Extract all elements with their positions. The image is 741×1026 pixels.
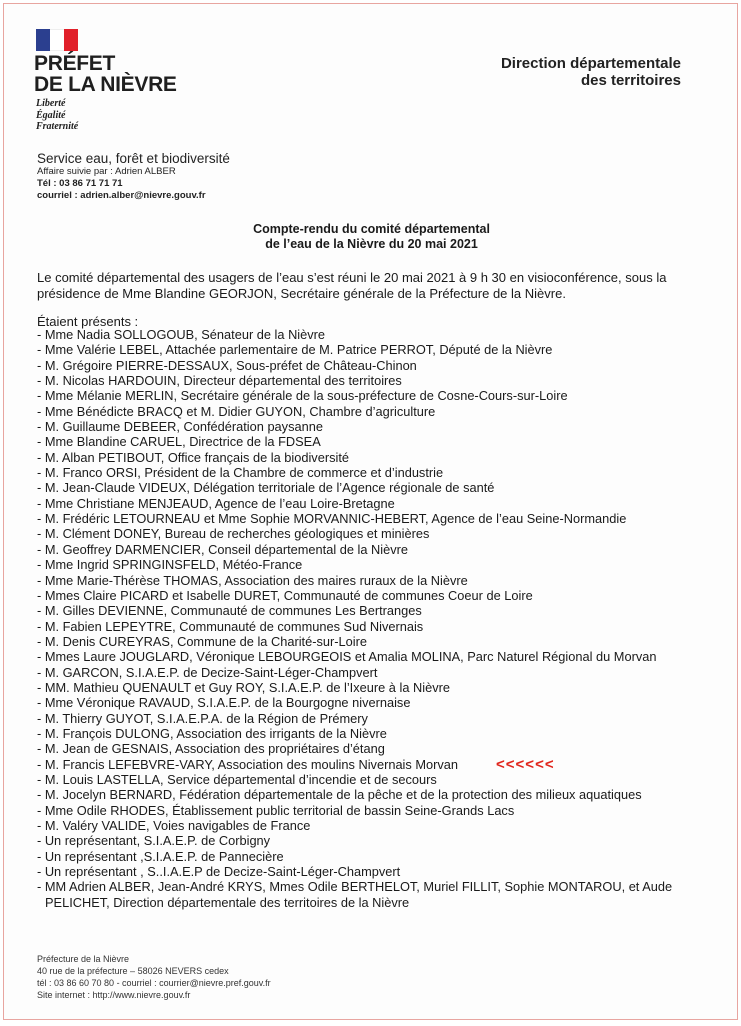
attendee-item: - Mmes Claire PICARD et Isabelle DURET, Communauté de communes Coeur de Loire (37, 587, 533, 603)
attendee-item: - Un représentant, S.I.A.E.P. de Corbigny (37, 833, 271, 849)
attendee-item: - M. Jean de GESNAIS, Association des propriétaires d’étang (37, 741, 385, 757)
flag-red (64, 29, 78, 51)
attendee-item: - M. Fabien LEPEYTRE, Communauté de communes Sud Nivernais (37, 618, 424, 634)
report-title-line2: de l’eau de la Nièvre du 20 mai 2021 (265, 237, 478, 251)
contact-email (37, 190, 230, 202)
attendee-item: - M. Valéry VALIDE, Voies navigables de France (37, 818, 311, 833)
prefet-block (34, 53, 177, 95)
attendee-item: - Un représentant , S..I.A.E.P de Decize-Saint-Léger-Champvert (37, 864, 401, 880)
contact-tel (37, 178, 230, 190)
attendee-item: - M. Guillaume DEBEER, Confédération paysanne (37, 419, 323, 435)
marianne-flag-logo (36, 29, 78, 51)
republic-motto (36, 98, 78, 133)
service-title: Service eau, forêt et biodiversité (37, 151, 230, 166)
attendee-item: - MM. Mathieu QUENAULT et Guy ROY, S.I.A.E.P. de l’Ixeure à la Nièvre (37, 679, 450, 695)
attendee-item: - M. Nicolas HARDOUIN, Directeur départemental des territoires (37, 373, 402, 389)
attendee-item: - Mme Mélanie MERLIN, Secrétaire générale de la sous-préfecture de Cosne-Cours-sur-Loire (37, 388, 568, 404)
attendee-list (37, 327, 717, 910)
attendee-text: - M. Francis LEFEBVRE-VARY, Association des moulins Nivernais Morvan (37, 756, 459, 772)
attendee-item: - M. Geoffrey DARMENCIER, Conseil départemental de la Nièvre (37, 541, 409, 557)
contact-email-value: courriel : adrien.alber@nievre.gouv.fr (37, 190, 206, 201)
flag-blue (36, 29, 50, 51)
prefet-line2: DE LA NIÈVRE (34, 73, 177, 96)
attendee-item: - M. Alban PETIBOUT, Office français de la biodiversité (37, 449, 349, 465)
footer (37, 953, 271, 1001)
motto-egalite: Égalité (36, 109, 66, 121)
footer-line3: tél : 03 86 60 70 80 - courriel : courrier@nievre.pref.gouv.fr (37, 978, 271, 988)
attendee-item: - MM Adrien ALBER, Jean-André KRYS, Mmes Odile BERTHELOT, Muriel FILLIT, Sophie MONTAROU, et Aude PELICHET, Direction départementale des territoires de la Nièvre (37, 879, 673, 910)
direction-line2: des territoires (580, 72, 681, 89)
attendee-item: - M. Denis CUREYRAS, Commune de la Charité-sur-Loire (37, 633, 367, 649)
red-arrow-marker: <<<<<< (496, 755, 555, 773)
footer-line1: Préfecture de la Nièvre (37, 954, 130, 964)
flag-white (50, 29, 64, 51)
attendee-item: - M. Jocelyn BERNARD, Fédération départementale de la pêche et de la protection des milieux aquatiques (37, 787, 642, 803)
report-title-line1: Compte-rendu du comité départemental (253, 222, 490, 236)
contact-tel-value: Tél : 03 86 71 71 71 (37, 178, 123, 189)
service-block (37, 151, 230, 202)
prefet-line1: PRÉFET (34, 52, 116, 75)
attendee-item: - M. Thierry GUYOT, S.I.A.E.P.A. de la Région de Prémery (37, 710, 368, 726)
intro-paragraph: Le comité départemental des usagers de l’eau s’est réuni le 20 mai 2021 à 9 h 30 en visioconférence, sous la présidence de Mme Blandine GEORJON, Secrétaire générale de la Préfecture de la Nièvre. (37, 270, 667, 301)
attendee-item: - Un représentant ,S.I.A.E.P. de Pannecière (37, 848, 284, 864)
footer-line4: Site internet : http://www.nievre.gouv.fr (37, 990, 191, 1000)
attendee-item: - M. GARCON, S.I.A.E.P. de Decize-Saint-Léger-Champvert (37, 664, 378, 680)
attendee-item-highlighted (37, 757, 717, 772)
present-label: Étaient présents : (37, 314, 139, 329)
attendee-item: - Mme Blandine CARUEL, Directrice de la FDSEA (37, 434, 321, 450)
attendee-item: - M. Grégoire PIERRE-DESSAUX, Sous-préfet de Château-Chinon (37, 357, 417, 373)
attendee-item: - M. Franco ORSI, Président de la Chambre de commerce et d’industrie (37, 465, 444, 481)
attendee-item: - M. Gilles DEVIENNE, Communauté de communes Les Bertranges (37, 603, 422, 619)
footer-line2: 40 rue de la préfecture – 58026 NEVERS cedex (37, 966, 229, 976)
attendee-item: - M. Frédéric LETOURNEAU et Mme Sophie MORVANNIC-HEBERT, Agence de l’eau Seine-Normandie (37, 511, 627, 527)
attendee-item: - Mmes Laure JOUGLARD, Véronique LEBOURGEOIS et Amalia MOLINA, Parc Naturel Régional du Morvan (37, 649, 657, 665)
document-page (3, 3, 738, 1020)
attendee-item: - Mme Nadia SOLLOGOUB, Sénateur de la Nièvre (37, 327, 326, 342)
attendee-item: - M. Louis LASTELLA, Service départemental d’incendie et de secours (37, 771, 437, 787)
direction-header (501, 55, 681, 89)
attendee-item: - Mme Marie-Thérèse THOMAS, Association des maires ruraux de la Nièvre (37, 572, 468, 588)
attendee-item: - Mme Ingrid SPRINGINSFELD, Météo-France (37, 557, 303, 573)
attendee-item: - Mme Véronique RAVAUD, S.I.A.E.P. de la Bourgogne nivernaise (37, 695, 411, 711)
attendee-item: - Mme Bénédicte BRACQ et M. Didier GUYON, Chambre d’agriculture (37, 403, 436, 419)
attendee-item: - M. François DULONG, Association des irrigants de la Nièvre (37, 725, 387, 741)
contact-person: Affaire suivie par : Adrien ALBER (37, 166, 176, 177)
motto-liberte: Liberté (36, 98, 66, 109)
direction-line1: Direction départementale (500, 55, 681, 72)
attendee-item: - Mme Valérie LEBEL, Attachée parlementaire de M. Patrice PERROT, Député de la Nièvre (37, 342, 553, 358)
attendee-item: - Mme Odile RHODES, Établissement public territorial de bassin Seine-Grands Lacs (37, 802, 515, 818)
attendee-item: - M. Clément DONEY, Bureau de recherches géologiques et minières (37, 526, 430, 542)
attendee-item: - M. Jean-Claude VIDEUX, Délégation territoriale de l’Agence régionale de santé (37, 480, 495, 496)
attendee-item: - Mme Christiane MENJEAUD, Agence de l’eau Loire-Bretagne (37, 495, 395, 511)
report-title (4, 222, 739, 252)
motto-fraternite: Fraternité (36, 121, 79, 132)
